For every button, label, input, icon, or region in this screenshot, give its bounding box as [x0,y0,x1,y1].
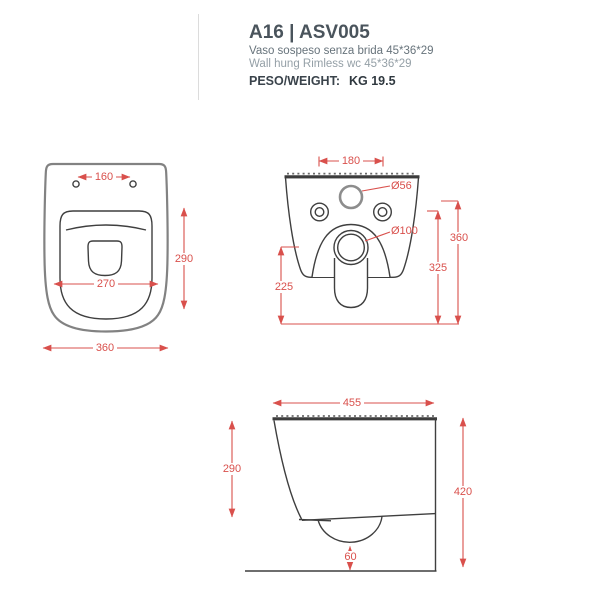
bottom-slanted-edge [302,514,436,521]
dim-label-fixing-span: 180 [341,155,361,167]
product-code-title: A16 | ASV005 [249,22,370,43]
front-profile-curve [274,421,302,520]
seat-fixing-hole-right [130,181,136,187]
product-description-italian: Vaso sospeso senza brida 45*36*29 [249,45,434,57]
fixing-hole-left-inner [315,208,324,217]
dim-label-outlet-clearance: 60 [344,551,357,563]
dim-label-body-depth: 290 [174,253,194,265]
outlet-pipe-body [335,258,368,308]
dim-label-outlet-height: 225 [274,281,294,293]
waste-outlet-inner [338,234,365,261]
dim-label-inlet-diameter: Ø56 [391,180,412,192]
product-description-english: Wall hung Rimless wc 45*36*29 [249,58,412,70]
water-inlet-hole [340,186,362,208]
top-view [43,164,196,354]
dim-label-total-height: 360 [449,232,469,244]
dim-label-inner-bowl-width: 270 [96,278,116,290]
dim-label-total-depth: 455 [342,397,362,409]
fixing-hole-right-inner [378,208,387,217]
side-view [220,397,475,571]
weight-value: KG 19.5 [348,74,396,88]
dim-label-fixing-holes-span: 160 [94,171,114,183]
rear-view [271,155,471,324]
drain-opening [88,241,122,276]
seat-fixing-hole-left [73,181,79,187]
dim-label-outlet-diameter: Ø100 [391,225,418,237]
dim-label-fixing-height: 325 [428,262,448,274]
dim-label-wall-height: 420 [453,486,473,498]
weight-label: PESO/WEIGHT: [249,74,340,88]
dim-label-front-height: 290 [222,463,242,475]
dim-label-body-width: 360 [95,342,115,354]
